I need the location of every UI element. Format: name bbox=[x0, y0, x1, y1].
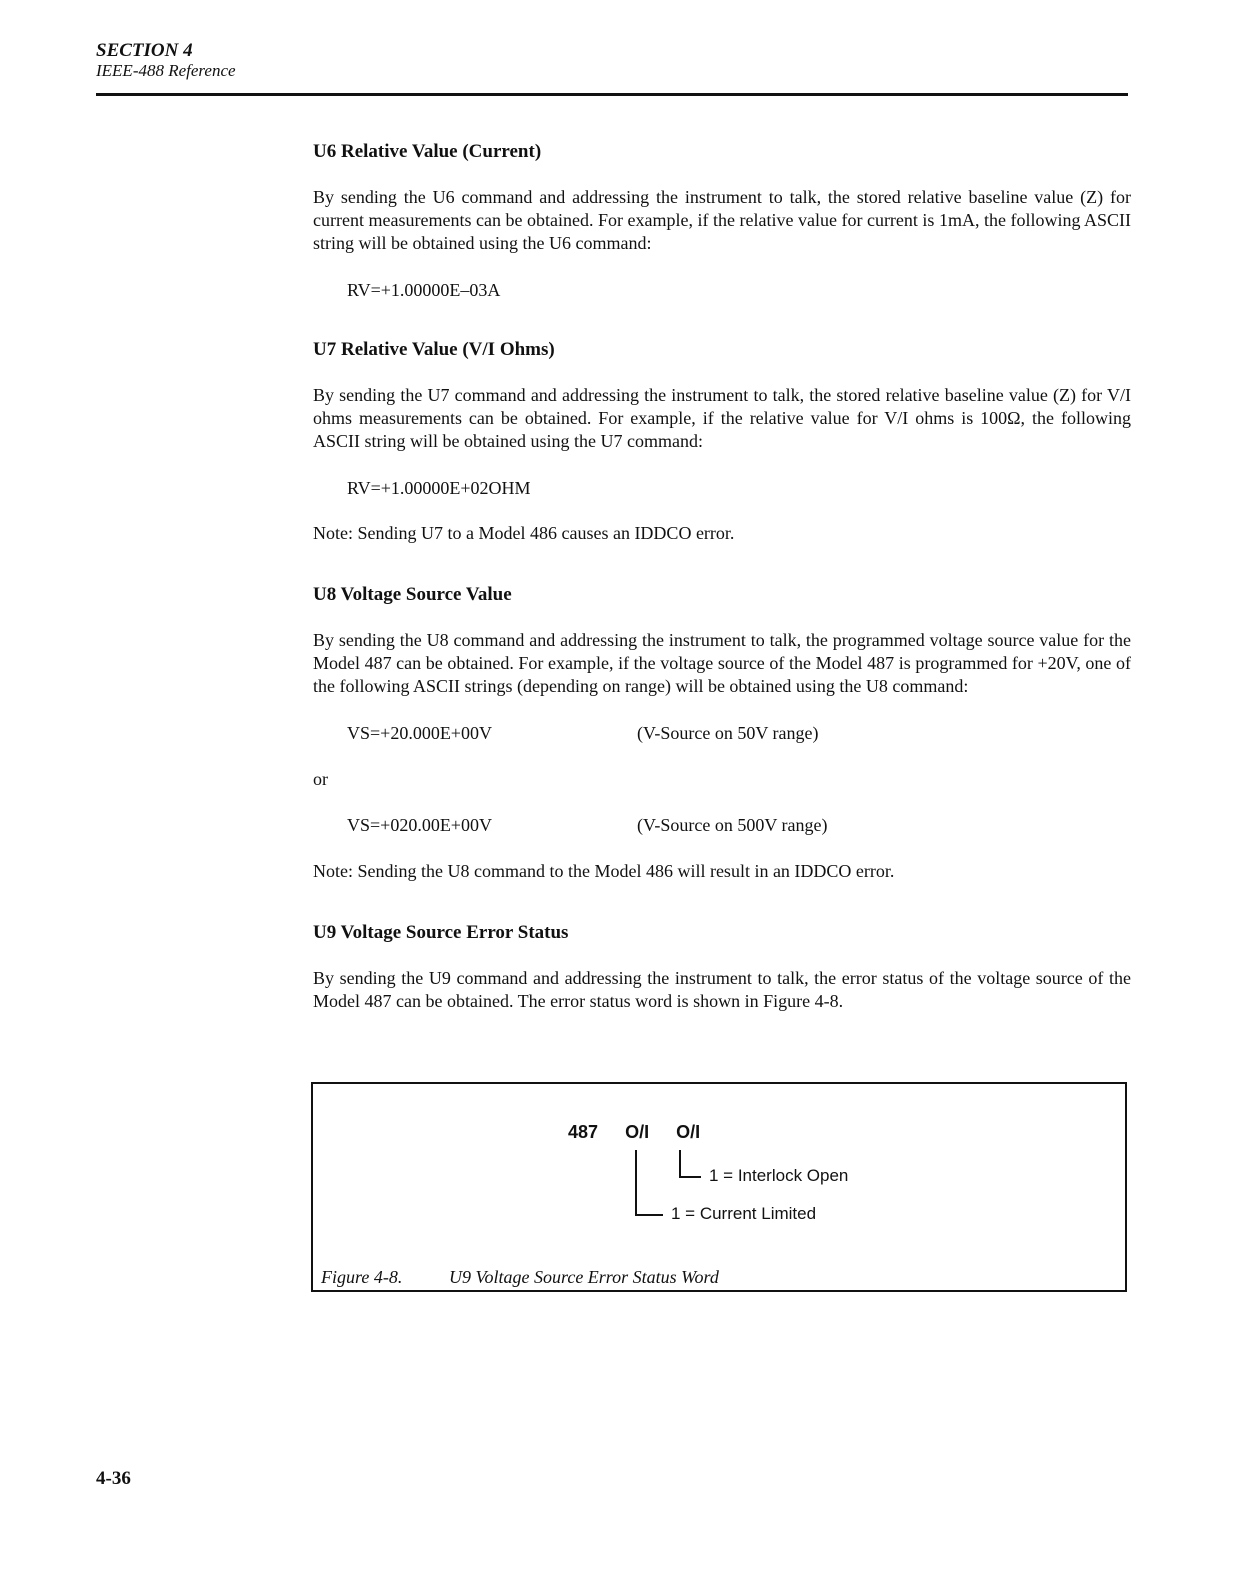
figure-caption bbox=[321, 1267, 719, 1288]
u8-body: By sending the U8 command and addressing the instrument to talk, the programmed voltage source value for the Model 487 can be obtained. For example, if the voltage source of the Model 487 is programmed for +20V, one of the following ASCII strings (depending on range) will be obtained using the U8 command: bbox=[313, 630, 1131, 696]
main-content bbox=[313, 140, 1131, 1037]
u6-body: By sending the U6 command and addressing the instrument to talk, the stored relative baseline value (Z) for current measurements can be obtained. For example, if the relative value for current is 1mA, the following ASCII string will be obtained using the U6 command: bbox=[313, 187, 1131, 253]
figure-caption-number: Figure 4-8. bbox=[321, 1267, 403, 1287]
current-connector-vertical bbox=[635, 1150, 637, 1216]
u7-body: By sending the U7 command and addressing the instrument to talk, the stored relative baseline value (Z) for V/I ohms measurements can be obtained. For example, if the relative value for V/I ohms is 100Ω, the following ASCII string will be obtained using the U7 command: bbox=[313, 385, 1131, 451]
status-word-bit-interlock: O/I bbox=[676, 1122, 701, 1142]
figure-4-8 bbox=[311, 1082, 1127, 1292]
u7-heading: U7 Relative Value (V/I Ohms) bbox=[313, 339, 555, 360]
interlock-label: 1 = Interlock Open bbox=[709, 1166, 849, 1185]
u8-note: Note: Sending the U8 command to the Model 486 will result in an IDDCO error. bbox=[313, 861, 895, 881]
section-subtitle: IEEE-488 Reference bbox=[96, 61, 236, 80]
status-word-bit-current: O/I bbox=[625, 1122, 650, 1142]
u7-note: Note: Sending U7 to a Model 486 causes an IDDCO error. bbox=[313, 523, 735, 543]
header-rule bbox=[96, 93, 1128, 96]
section-title: SECTION 4 bbox=[96, 40, 193, 61]
u8-or: or bbox=[313, 769, 328, 789]
interlock-connector-horizontal bbox=[679, 1176, 701, 1178]
u7-code: RV=+1.00000E+02OHM bbox=[347, 478, 531, 498]
u6-code: RV=+1.00000E–03A bbox=[347, 280, 501, 300]
u9-heading: U9 Voltage Source Error Status bbox=[313, 922, 569, 943]
current-connector-horizontal bbox=[635, 1214, 663, 1216]
status-word-model: 487 bbox=[568, 1122, 599, 1142]
interlock-connector-vertical bbox=[679, 1150, 681, 1178]
u8-row-500v bbox=[347, 814, 1131, 837]
u8-heading: U8 Voltage Source Value bbox=[313, 584, 512, 605]
u8-row-500v-desc: (V-Source on 500V range) bbox=[637, 815, 828, 835]
page-header bbox=[96, 40, 236, 80]
u8-row-500v-code: VS=+020.00E+00V bbox=[347, 815, 492, 835]
figure-caption-title: U9 Voltage Source Error Status Word bbox=[449, 1267, 719, 1287]
u6-heading: U6 Relative Value (Current) bbox=[313, 141, 542, 162]
page-number: 4-36 bbox=[96, 1468, 131, 1489]
u9-body: By sending the U9 command and addressing the instrument to talk, the error status of the voltage source of the Model 487 can be obtained. The error status word is shown in Figure 4-8. bbox=[313, 968, 1131, 1011]
status-word bbox=[568, 1122, 722, 1143]
u8-row-50v bbox=[347, 722, 1131, 745]
u8-row-50v-code: VS=+20.000E+00V bbox=[347, 723, 492, 743]
current-label: 1 = Current Limited bbox=[671, 1204, 817, 1223]
u8-row-50v-desc: (V-Source on 50V range) bbox=[637, 723, 819, 743]
